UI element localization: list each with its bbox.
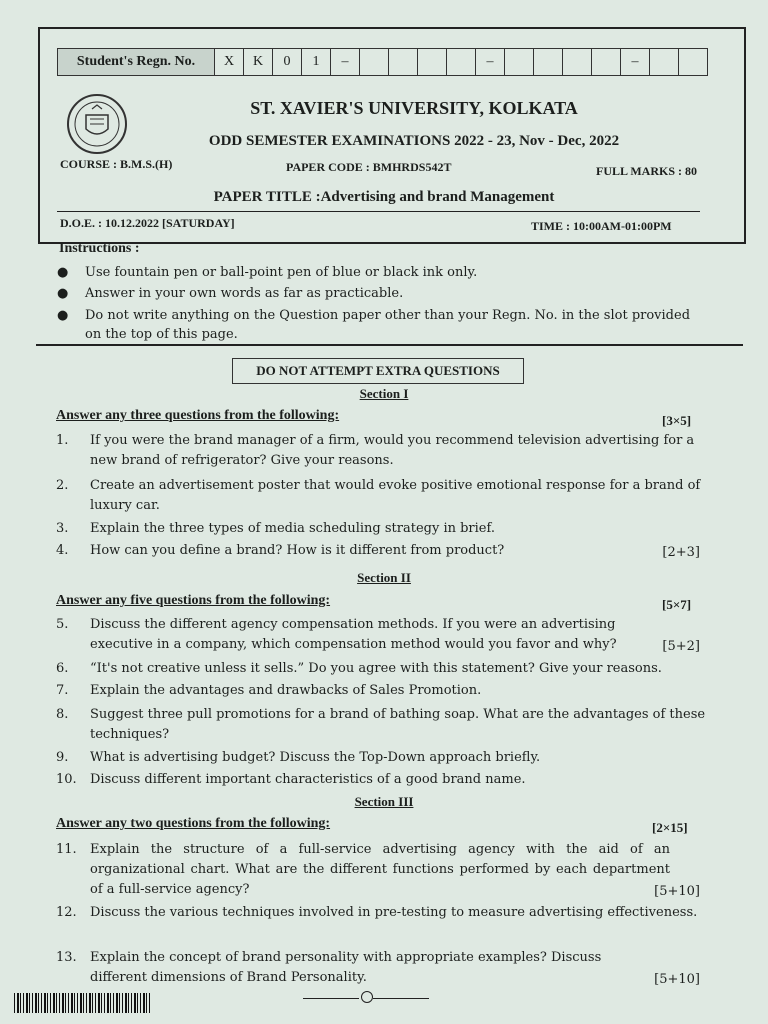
question: 1. If you were the brand manager of a firm, would you recommend television advertising for a new brand of refrigerator? Give your reasons.	[56, 433, 695, 468]
regn-box[interactable]	[563, 49, 592, 75]
regn-box[interactable]: 0	[273, 49, 302, 75]
registration-number-row	[57, 48, 708, 76]
date-of-exam: D.O.E. : 10.12.2022 [SATURDAY]	[60, 216, 235, 230]
question: 4. How can you define a brand? How is it different from product? [2+3]	[56, 541, 706, 563]
barcode	[14, 993, 150, 1013]
question: 3. Explain the three types of media scheduling strategy in brief.	[56, 521, 495, 536]
notice-box: DO NOT ATTEMPT EXTRA QUESTIONS	[232, 358, 524, 384]
section-marks: [3×5]	[662, 413, 692, 428]
question: 10. Discuss different important characteristics of a good brand name.	[56, 772, 526, 787]
section-title: Section III	[354, 794, 414, 809]
regn-box[interactable]	[650, 49, 679, 75]
exam-time: TIME : 10:00AM-01:00PM	[531, 219, 672, 233]
regn-box[interactable]: 1	[302, 49, 331, 75]
question: 2. Create an advertisement poster that would evoke positive emotional response for a brand of luxury car.	[56, 478, 701, 513]
regn-label: Student's Regn. No.	[58, 49, 215, 75]
regn-box[interactable]	[505, 49, 534, 75]
instruction-item: ● Answer in your own words as far as practicable.	[57, 286, 404, 301]
section-title: Section II	[357, 570, 411, 585]
instructions-title: Instructions :	[59, 241, 140, 256]
question: 11. Explain the structure of a full-service advertising agency with the aid of an organizational chart. What are the different functions performed by each department of a full-service agency? [5+10]	[56, 840, 706, 902]
question-marks: [5+10]	[654, 972, 700, 987]
question-marks: [5+10]	[654, 884, 700, 899]
question: 13. Explain the concept of brand personality with appropriate examples? Discuss different dimensions of Brand Personality. [5+10]	[56, 948, 706, 990]
question: 6. “It's not creative unless it sells.” Do you agree with this statement? Give your reasons.	[56, 661, 662, 676]
question: 8. Suggest three pull promotions for a brand of bathing soap. What are the advantages of these techniques?	[56, 707, 706, 742]
regn-box[interactable]	[389, 49, 418, 75]
bullet-icon: ●	[57, 308, 69, 323]
course: COURSE : B.M.S.(H)	[60, 157, 173, 171]
regn-box[interactable]	[592, 49, 621, 75]
regn-box[interactable]	[679, 49, 707, 75]
end-of-paper-mark	[303, 990, 431, 1004]
bullet-icon: ●	[57, 286, 69, 301]
regn-box[interactable]: –	[621, 49, 650, 75]
paper-code: PAPER CODE : BMHRDS542T	[286, 160, 452, 174]
section-marks: [5×7]	[662, 597, 692, 612]
exam-title: ODD SEMESTER EXAMINATIONS 2022 - 23, Nov - Dec, 2022	[208, 133, 620, 149]
university-name: ST. XAVIER'S UNIVERSITY, KOLKATA	[250, 98, 578, 118]
instruction-item: ● Use fountain pen or ball-point pen of blue or black ink only.	[57, 265, 478, 280]
question-marks: [2+3]	[662, 545, 700, 560]
question-marks: [5+2]	[662, 639, 700, 654]
bullet-icon: ●	[57, 265, 69, 280]
section-instruction: Answer any five questions from the following:	[56, 593, 331, 608]
regn-box[interactable]: X	[215, 49, 244, 75]
section-marks: [2×15]	[652, 820, 688, 835]
paper-title: PAPER TITLE :Advertising and brand Management	[213, 189, 555, 205]
question: 9. What is advertising budget? Discuss the Top-Down approach briefly.	[56, 750, 541, 765]
section-instruction: Answer any three questions from the following:	[56, 408, 340, 423]
regn-box[interactable]	[534, 49, 563, 75]
question: 5. Discuss the different agency compensation methods. If you were an advertising executive in a company, which compensation method would you favor and why? [5+2]	[56, 615, 706, 657]
divider	[57, 211, 700, 212]
divider	[36, 344, 743, 346]
regn-box[interactable]	[447, 49, 476, 75]
question: 12. Discuss the various techniques involved in pre-testing to measure advertising effectiveness.	[56, 905, 698, 920]
section-title: Section I	[359, 386, 409, 401]
full-marks: FULL MARKS : 80	[596, 164, 698, 178]
regn-box[interactable]	[360, 49, 389, 75]
section-instruction: Answer any two questions from the following:	[56, 816, 331, 831]
regn-box[interactable]: K	[244, 49, 273, 75]
question: 7. Explain the advantages and drawbacks of Sales Promotion.	[56, 683, 482, 698]
regn-box[interactable]: –	[331, 49, 360, 75]
regn-box[interactable]	[418, 49, 447, 75]
regn-box[interactable]: –	[476, 49, 505, 75]
instruction-item: ● Do not write anything on the Question paper other than your Regn. No. in the slot provided on the top of this page.	[57, 308, 691, 342]
